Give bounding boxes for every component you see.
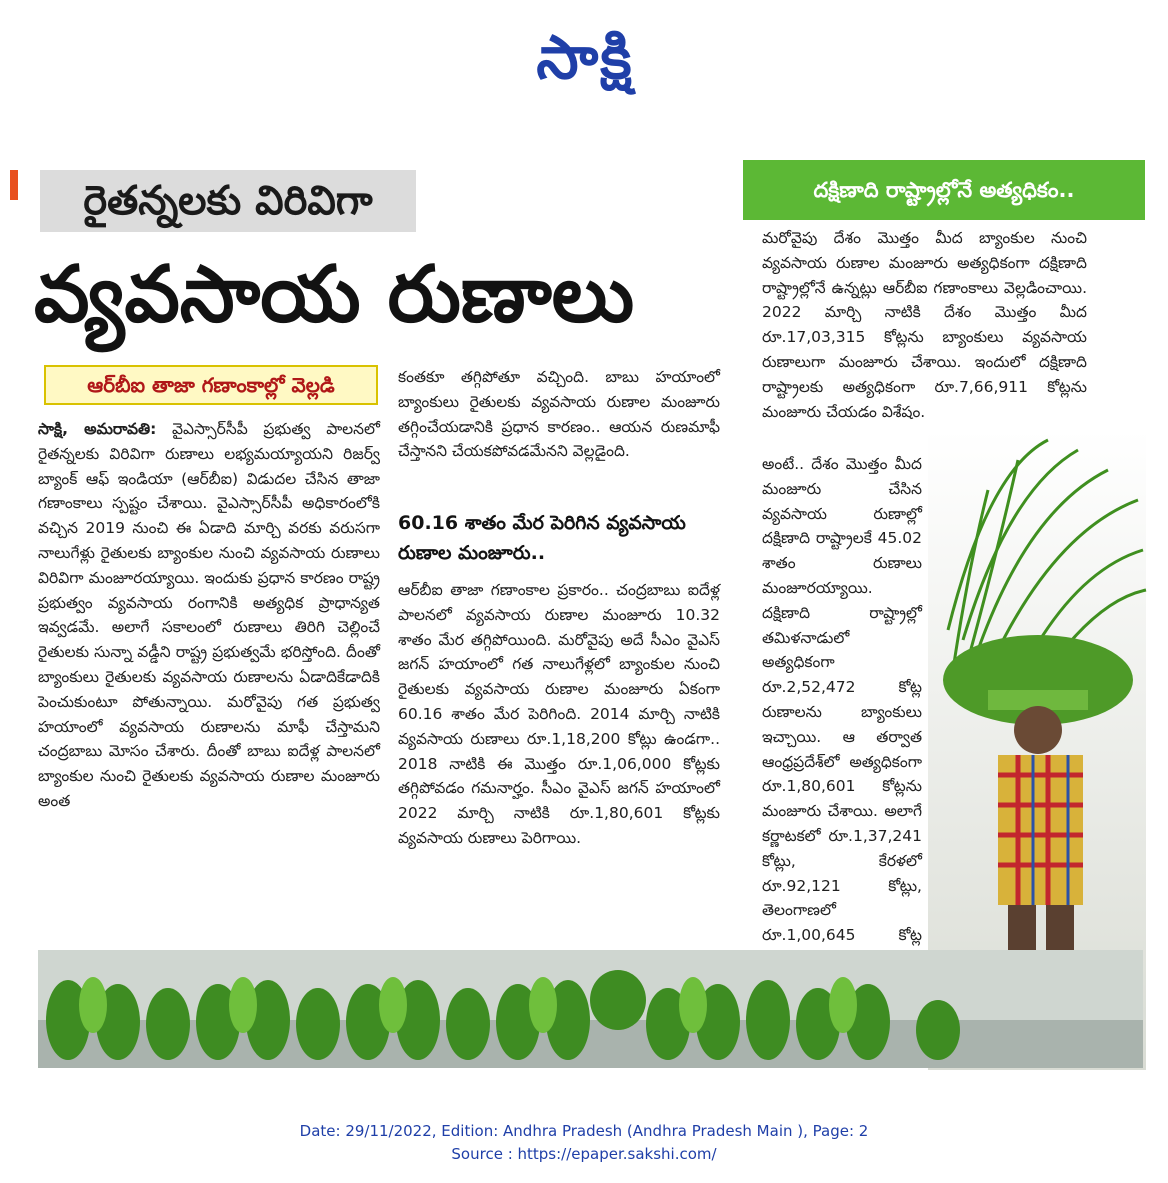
footer-edition-info: Date: 29/11/2022, Edition: Andhra Pradesh (Andhra Pradesh Main ), Page: 2 <box>299 1122 869 1140</box>
footer-source: Source : https://epaper.sakshi.com/ <box>451 1145 717 1163</box>
article-column-1 <box>38 417 380 937</box>
article-headline: వ్యవసాయ రుణాలు <box>34 250 635 340</box>
article-column-3: ఆర్‌బీఐ తాజా గణాంకాల ప్రకారం.. చంద్రబాబు ఐదేళ్ల పాలనలో వ్యవసాయ రుణాల మంజూరు 10.32 శాతం మేర తగ్గిపోయింది. మరోవైపు అదే సీఎం వైఎస్ జగన్ హయాంలో గత నాలుగేళ్లలో బ్యాంకుల నుంచి రైతులకు వ్యవసాయ రుణాల మంజూరు ఏకంగా 60.16 శాతం మేర పెరిగింది. 2014 మార్చి నాటికి వ్యవసాయ రుణాలు రూ.1,18,200 కోట్లు ఉండగా.. 2018 నాటికి ఈ మొత్తం రూ.1,06,000 కోట్లకు తగ్గిపోవడం గమనార్హం. సీఎం వైఎస్ జగన్ హయాంలో 2022 మార్చి నాటికి రూ.1,80,601 కోట్లకు వ్యవసాయ రుణాలు పెరిగాయి. <box>398 581 720 847</box>
dateline: సాక్షి, అమరావతి: <box>38 420 157 438</box>
article-column-2: కంతకూ తగ్గిపోతూ వచ్చింది. బాబు హయాంలో బ్యాంకులు రైతులకు వ్యవసాయ రుణాల మంజూరు తగ్గించేయడానికి ప్రధాన కారణం.. ఆయన రుణమాఫీ చేస్తానని చేయకపోవడమేనని వెల్లడైంది. <box>398 368 720 461</box>
column-1-text: వైఎస్సార్‌సీపీ ప్రభుత్వ పాలనలో రైతన్నలకు విరివిగా రుణాలు లభ్యమయ్యాయని రిజర్వ్ బ్యాంక్ ఆఫ్ ఇండియా (ఆర్‌బీఐ) విడుదల చేసిన తాజా గణాంకాలు స్పష్టం చేశాయి. వైఎస్సార్‌సీపీ అధికారంలోకి వచ్చిన 2019 నుంచి ఈ ఏడాది మార్చి వరకు వరుసగా నాలుగేళ్లు రైతులకు బ్యాంకుల నుంచి వ్యవసాయ రుణాలు విరివిగా మంజూరయ్యాయి. ఇందుకు ప్రధాన కారణం రాష్ట్ర ప్రభుత్వం వ్యవసాయ రంగానికి అత్యధిక ప్రాధాన్యత ఇవ్వడమే. అలాగే సకాలంలో రుణాలు తిరిగి చెల్లించే రైతులకు సున్నా వడ్డీని రాష్ట్ర ప్రభుత్వమే భరిస్తోంది. దీంతో బ్యాంకులు రైతులకు వ్యవసాయ రుణాలను ఏడాదికేడాదికి పెంచుకుంటూ పోతున్నాయి. మరోవైపు గత ప్రభుత్వ హయాంలో వ్యవసాయ రుణాలను మాఫీ చేస్తామని చంద్రబాబు మోసం చేశారు. దీంతో బాబు ఐదేళ్ల పాలనలో బ్యాంకుల నుంచి రైతులకు వ్యవసాయ రుణాల మంజూరు అంత <box>38 420 380 810</box>
sidebar-column-1: మరోవైపు దేశం మొత్తం మీద బ్యాంకుల నుంచి వ్యవసాయ రుణాల మంజూరు అత్యధికంగా దక్షిణాది రాష్ట్రాల్లోనే ఉన్నట్లు ఆర్‌బీఐ గణాంకాలు వెల్లడించాయి. 2022 మార్చి నాటికి దేశం మొత్తం మీద రూ.17,03,315 కోట్లను బ్యాంకులు వ్యవసాయ రుణాలుగా మంజూరు చేశాయి. ఇందులో దక్షిణాది రాష్ట్రాలకు అత్యధికంగా రూ.7,66,911 కోట్లను మంజూరు చేయడం విశేషం. <box>762 229 1087 421</box>
article-subkicker: ఆర్‌బీఐ తాజా గణాంకాల్లో వెల్లడి <box>44 365 378 405</box>
masthead-logo: సాక్షి <box>536 23 634 93</box>
paddy-field-photo <box>38 950 1143 1068</box>
newspaper-clipping <box>10 160 1150 1100</box>
section-marker <box>10 170 18 200</box>
column-2-subheading: 60.16 శాతం మేర పెరిగిన వ్యవసాయ రుణాల మంజూరు.. <box>398 512 686 564</box>
article-kicker: రైతన్నలకు విరివిగా <box>40 170 416 232</box>
sidebar-heading: దక్షిణాది రాష్ట్రాల్లోనే అత్యధికం.. <box>743 160 1145 220</box>
sidebar-column-2: అంటే.. దేశం మొత్తం మీద మంజూరు చేసిన వ్యవసాయ రుణాల్లో దక్షిణాది రాష్ట్రాలకే 45.02 శాతం రుణాలు మంజూరయ్యాయి. దక్షిణాది రాష్ట్రాల్లో తమిళనాడులో అత్యధికంగా రూ.2,52,472 కోట్ల రుణాలను బ్యాంకులు ఇచ్చాయి. ఆ తర్వాత ఆంధ్రప్రదేశ్‌లో అత్యధికంగా రూ.1,80,601 కోట్లను మంజూరు చేశాయి. అలాగే కర్ణాటకలో రూ.1,37,241 కోట్లు, కేరళలో రూ.92,121 కోట్లు, తెలంగాణలో రూ.1,00,645 కోట్ల <box>762 455 922 945</box>
